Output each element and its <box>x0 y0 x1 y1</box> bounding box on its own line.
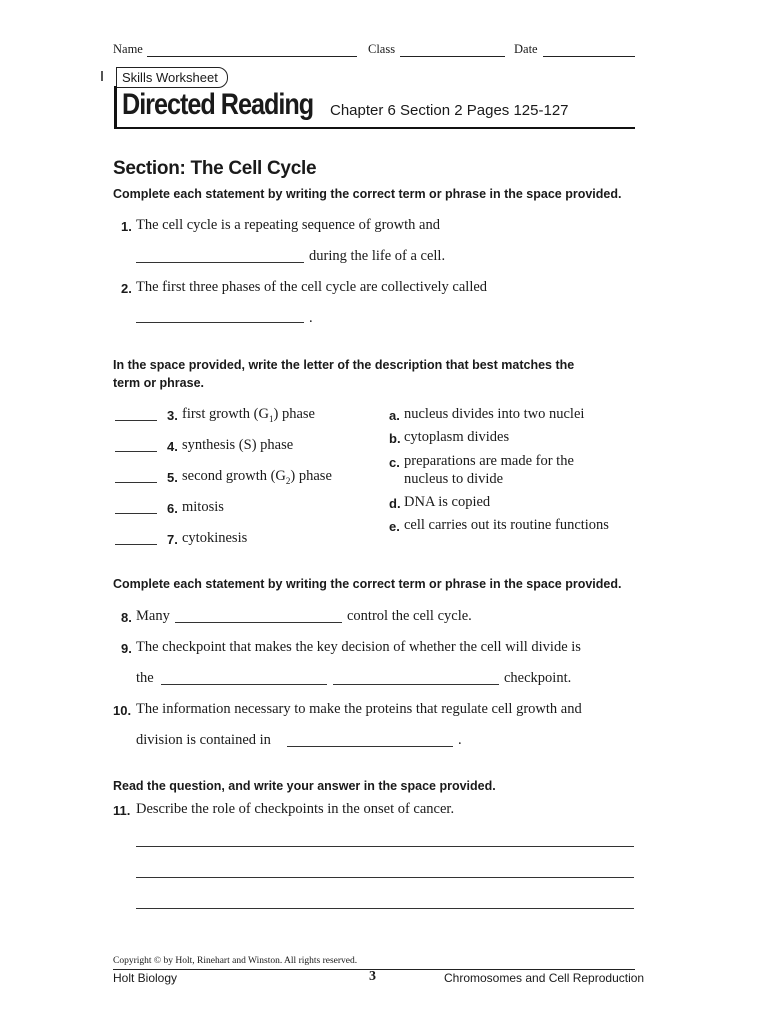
worksheet-tag: Skills Worksheet <box>116 67 228 88</box>
matching-answer-blank[interactable] <box>115 544 157 545</box>
class-field[interactable] <box>400 56 505 57</box>
term-text: cytokinesis <box>182 530 248 546</box>
q9-number: 9. <box>121 641 132 656</box>
footer-chapter-title: Chromosomes and Cell Reproduction <box>444 971 645 985</box>
q11-answer-line-1[interactable] <box>136 846 634 847</box>
q9-answer-blank-2[interactable] <box>333 684 499 685</box>
name-label: Name <box>113 42 143 56</box>
option-text: nucleus divides into two nuclei <box>404 406 585 422</box>
q11-number: 11. <box>113 803 131 818</box>
section-heading: Section: The Cell Cycle <box>113 158 317 179</box>
option-letter: b. <box>389 431 401 446</box>
q8-text-start: Many <box>136 608 170 624</box>
term-number: 6. <box>167 501 178 516</box>
date-label: Date <box>514 42 538 56</box>
q9-text-start: the <box>136 670 154 686</box>
q8-text-end: control the cell cycle. <box>347 608 472 624</box>
matching-answer-blank[interactable] <box>115 451 157 452</box>
matching-answer-blank[interactable] <box>115 420 157 421</box>
matching-term-3 <box>115 406 385 426</box>
q8-number: 8. <box>121 610 132 625</box>
name-class-date-row <box>113 42 635 60</box>
instruction-1: Complete each statement by writing the correct term or phrase in the space provided. <box>113 187 622 201</box>
q2-text: The first three phases of the cell cycle are collectively called <box>136 279 488 295</box>
matching-answer-blank[interactable] <box>115 482 157 483</box>
q2-number: 2. <box>121 281 132 296</box>
instruction-2-line1: In the space provided, write the letter of the description that best matches the <box>113 358 575 372</box>
q11-text: Describe the role of checkpoints in the onset of cancer. <box>136 801 455 817</box>
page-title: Directed Reading <box>122 88 314 121</box>
q11-answer-line-3[interactable] <box>136 908 634 909</box>
footer-book-title: Holt Biology <box>113 971 178 985</box>
q9-text: The checkpoint that makes the key decision of whether the cell will divide is <box>136 639 581 655</box>
option-text: preparations are made for the <box>404 453 574 469</box>
option-text: DNA is copied <box>404 494 491 510</box>
q10-text-start: division is contained in <box>136 732 271 748</box>
matching-term-5 <box>115 468 385 488</box>
matching-term-6 <box>115 499 385 519</box>
q1-text-end: during the life of a cell. <box>309 248 446 264</box>
date-field[interactable] <box>543 56 635 57</box>
term-number: 3. <box>167 408 178 423</box>
page-number: 3 <box>369 969 376 984</box>
term-text: second growth $(G_2)$ phase <box>182 468 332 486</box>
q2-answer-blank[interactable] <box>136 322 304 323</box>
page-subtitle: Chapter 6 Section 2 Pages 125-127 <box>330 102 569 119</box>
q1-text: The cell cycle is a repeating sequence of growth and <box>136 217 440 233</box>
term-text: synthesis (S) phase <box>182 437 294 453</box>
q10-text: The information necessary to make the proteins that regulate cell growth and <box>136 701 582 717</box>
term-number: 4. <box>167 439 178 454</box>
q2-text-end: . <box>309 310 313 326</box>
option-letter: c. <box>389 455 400 470</box>
q9-answer-blank-1[interactable] <box>161 684 327 685</box>
name-field[interactable] <box>147 56 357 57</box>
class-label: Class <box>368 42 396 56</box>
option-text: cytoplasm divides <box>404 429 510 445</box>
q8-answer-blank[interactable] <box>175 622 342 623</box>
q1-number: 1. <box>121 219 132 234</box>
term-number: 5. <box>167 470 178 485</box>
instruction-4: Read the question, and write your answer in the space provided. <box>113 779 496 793</box>
q10-answer-blank[interactable] <box>287 746 453 747</box>
q10-number: 10. <box>113 703 132 718</box>
term-text: first growth $(G_1)$ phase <box>182 406 315 424</box>
q9-text-end: checkpoint. <box>504 670 572 686</box>
term-text: mitosis <box>182 499 224 515</box>
option-text: cell carries out its routine functions <box>404 517 609 533</box>
matching-answer-blank[interactable] <box>115 513 157 514</box>
option-letter: a. <box>389 408 400 423</box>
option-letter: e. <box>389 519 400 534</box>
title-underline <box>114 127 635 129</box>
term-number: 7. <box>167 532 178 547</box>
matching-term-7 <box>115 530 385 550</box>
instruction-2-line2: term or phrase. <box>113 376 205 390</box>
copyright-notice: Copyright © by Holt, Rinehart and Winston. All rights reserved. <box>113 956 358 966</box>
title-left-bar <box>114 86 117 129</box>
instruction-3: Complete each statement by writing the correct term or phrase in the space provided. <box>113 577 622 591</box>
option-letter: d. <box>389 496 401 511</box>
q11-answer-line-2[interactable] <box>136 877 634 878</box>
option-text-continued: nucleus to divide <box>404 471 504 487</box>
q10-text-end: . <box>458 732 462 748</box>
left-margin-tick <box>101 71 103 81</box>
q1-answer-blank[interactable] <box>136 262 304 263</box>
matching-term-4 <box>115 437 385 457</box>
